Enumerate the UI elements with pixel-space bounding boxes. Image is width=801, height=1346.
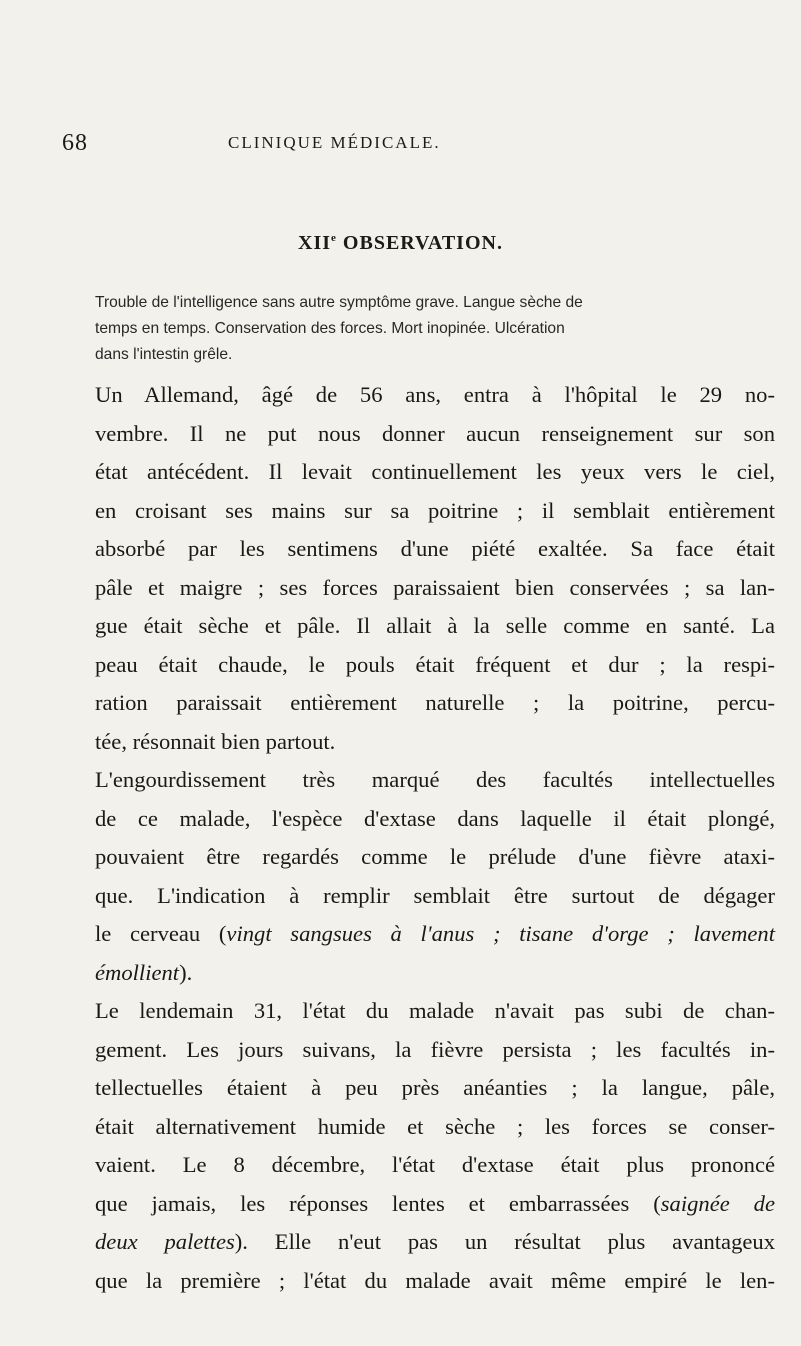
- text-line: [95, 607, 775, 646]
- text-segment: que jamais, les réponses lentes et embarrassées (: [95, 1190, 661, 1216]
- text-segment: Un Allemand, âgé de 56 ans, entra à l'hôpital le 29 no-: [95, 382, 775, 407]
- text-segment: L'engourdissement très marqué des facultés intellectuelles: [95, 767, 775, 792]
- text-segment: ). Elle n'eut pas un résultat plus avantageux: [234, 1229, 775, 1254]
- section-title-text: OBSERVATION.: [342, 232, 503, 254]
- text-segment: en croisant ses mains sur sa poitrine ; il semblait entièrement: [95, 497, 775, 523]
- italic-text: saignée de: [660, 1190, 775, 1216]
- summary-line: Trouble de l'intelligence sans autre symptôme grave. Langue sèche de: [95, 294, 583, 311]
- text-segment: Le lendemain 31, l'état du malade n'avait pas subi de chan-: [95, 998, 775, 1023]
- body-text: [95, 376, 775, 1300]
- text-line: [95, 1146, 775, 1185]
- text-segment: ration paraissait entièrement naturelle ; la poitrine, percu-: [95, 690, 775, 715]
- section-title: [0, 232, 801, 255]
- text-line: [95, 1185, 775, 1224]
- italic-text: émollient: [95, 959, 180, 985]
- text-segment: que. L'indication à remplir semblait être surtout de dégager: [95, 882, 775, 908]
- text-segment: gue était sèche et pâle. Il allait à la selle comme en santé. La: [95, 613, 775, 638]
- text-line: [95, 1262, 775, 1301]
- text-segment: peau était chaude, le pouls était fréquent et dur ; la respi-: [95, 651, 775, 677]
- text-segment: que la première ; l'état du malade avait même empiré le len-: [95, 1267, 775, 1293]
- text-line: [95, 569, 775, 608]
- text-segment: absorbé par les sentimens d'une piété exaltée. Sa face était: [95, 536, 775, 561]
- text-segment: vaient. Le 8 décembre, l'état d'extase était plus prononcé: [95, 1152, 775, 1177]
- text-line: [95, 1031, 775, 1070]
- text-line: [95, 1069, 775, 1108]
- section-numeral: XII: [298, 232, 332, 254]
- text-segment: tée, résonnait bien partout.: [95, 728, 336, 754]
- text-line: [95, 1108, 775, 1147]
- text-line: [95, 992, 775, 1031]
- text-segment: le cerveau (: [95, 921, 227, 946]
- section-numeral-suffix: e: [331, 232, 337, 244]
- text-segment: vembre. Il ne put nous donner aucun renseignement sur son: [95, 420, 775, 446]
- text-line: [95, 453, 775, 492]
- text-line: [95, 723, 775, 762]
- text-segment: tellectuelles étaient à peu près anéanties ; la langue, pâle,: [95, 1075, 775, 1100]
- running-head: CLINIQUE MÉDICALE.: [228, 133, 441, 152]
- text-line: [95, 415, 775, 454]
- observation-summary: [95, 290, 775, 368]
- text-segment: était alternativement humide et sèche ; les forces se conser-: [95, 1113, 775, 1139]
- text-line: [95, 376, 775, 415]
- summary-line: dans l'intestin grêle.: [95, 346, 233, 363]
- text-line: [95, 530, 775, 569]
- text-line: [95, 1223, 775, 1262]
- text-segment: état antécédent. Il levait continuellement les yeux vers le ciel,: [95, 459, 775, 484]
- page-number: 68: [62, 130, 88, 156]
- italic-text: vingt sangsues à l'anus ; tisane d'orge ; lavement: [226, 921, 775, 946]
- text-line: [95, 915, 775, 954]
- text-line: [95, 761, 775, 800]
- text-line: [95, 684, 775, 723]
- summary-line: temps en temps. Conservation des forces. Mort inopinée. Ulcération: [95, 320, 565, 337]
- text-line: [95, 838, 775, 877]
- text-line: [95, 877, 775, 916]
- text-line: [95, 492, 775, 531]
- text-segment: pouvaient être regardés comme le prélude d'une fièvre ataxi-: [95, 844, 775, 869]
- text-segment: ).: [179, 959, 193, 985]
- text-segment: pâle et maigre ; ses forces paraissaient bien conservées ; sa lan-: [95, 574, 775, 600]
- italic-text: deux palettes: [95, 1229, 235, 1254]
- text-line: [95, 800, 775, 839]
- text-segment: gement. Les jours suivans, la fièvre persista ; les facultés in-: [95, 1036, 775, 1062]
- text-line: [95, 954, 775, 993]
- text-line: [95, 646, 775, 685]
- text-segment: de ce malade, l'espèce d'extase dans laquelle il était plongé,: [95, 805, 775, 831]
